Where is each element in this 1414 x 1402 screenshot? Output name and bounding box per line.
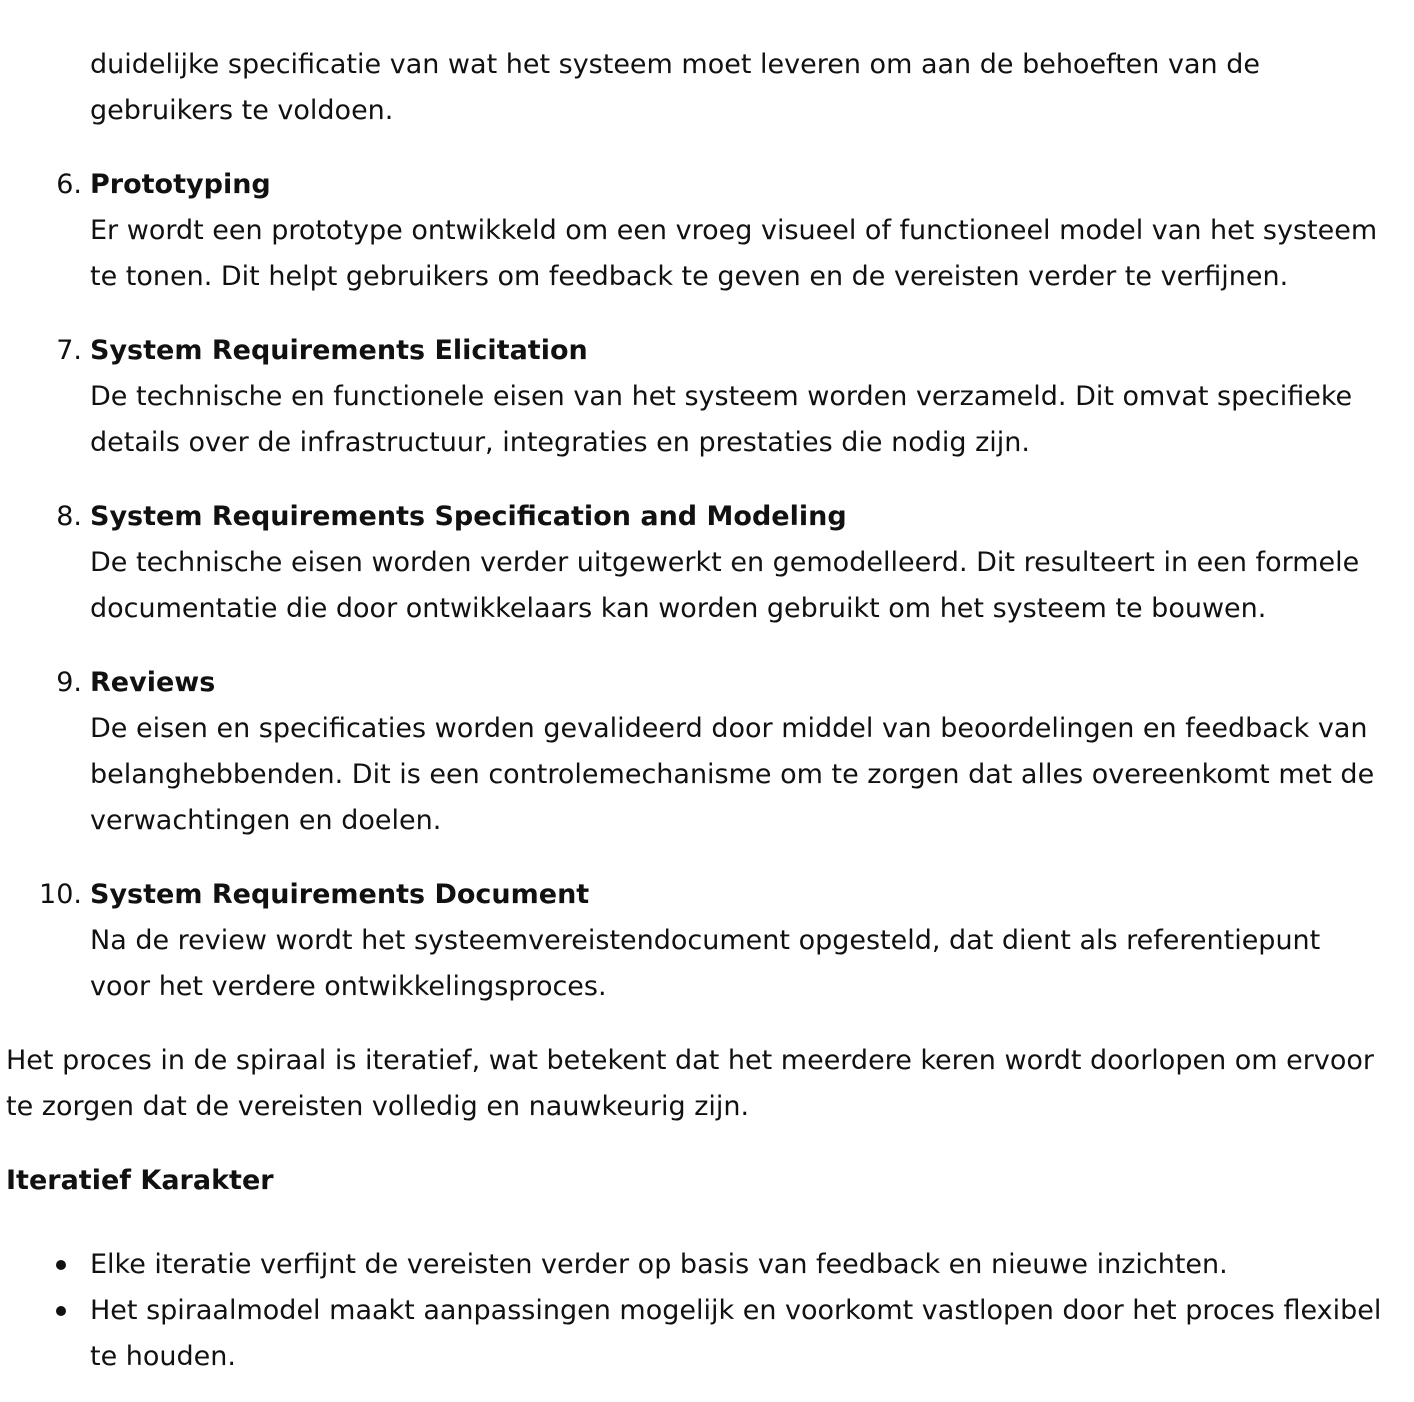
step-title: System Requirements Elicitation — [90, 335, 588, 366]
step-number: 7. — [56, 335, 82, 366]
list-item-step-6 — [6, 162, 1386, 300]
bullet-text: Het spiraalmodel maakt aanpassingen mogelijk en voorkomt vastlopen door het proces flexibel te houden. — [90, 1295, 1382, 1372]
list-item — [6, 1242, 1386, 1288]
list-item — [6, 1288, 1386, 1380]
step-5-description-continuation: duidelijke specificatie van wat het systeem moet leveren om aan de behoeften van de gebruikers te voldoen. — [90, 49, 1260, 126]
list-item-step-9 — [6, 660, 1386, 844]
section-heading: Iteratief Karakter — [6, 1165, 274, 1196]
bullet-icon — [56, 1260, 66, 1270]
step-number: 10. — [39, 879, 82, 910]
steps-list — [6, 42, 1386, 1010]
step-description: Na de review wordt het systeemvereistendocument opgesteld, dat dient als referentiepunt voor het verdere ontwikkelingsproces. — [90, 925, 1321, 1002]
step-title: System Requirements Document — [90, 879, 590, 910]
list-item-step-10 — [6, 872, 1386, 1010]
bullet-icon — [56, 1306, 66, 1316]
step-title: Reviews — [90, 667, 216, 698]
document-body — [6, 42, 1386, 1380]
step-description: De technische eisen worden verder uitgewerkt en gemodelleerd. Dit resulteert in een formele documentatie die door ontwikkelaars kan worden gebruikt om het systeem te bouwen. — [90, 547, 1360, 624]
bullet-text: Elke iteratie verfijnt de vereisten verder op basis van feedback en nieuwe inzichten. — [90, 1249, 1228, 1280]
step-title: System Requirements Specification and Modeling — [90, 501, 847, 532]
step-description: Er wordt een prototype ontwikkeld om een vroeg visueel of functioneel model van het systeem te tonen. Dit helpt gebruikers om feedback te geven en de vereisten verder te verfijnen. — [90, 215, 1378, 292]
step-number: 8. — [56, 501, 82, 532]
step-description: De technische en functionele eisen van het systeem worden verzameld. Dit omvat specifieke details over de infrastructuur, integraties en prestaties die nodig zijn. — [90, 381, 1353, 458]
step-description: De eisen en specificaties worden gevalideerd door middel van beoordelingen en feedback van belanghebbenden. Dit is een controlemechanisme om te zorgen dat alles overeenkomt met de verwachtingen en doelen. — [90, 713, 1375, 836]
bullet-list — [6, 1242, 1386, 1380]
list-item-step-7 — [6, 328, 1386, 466]
summary-paragraph: Het proces in de spiraal is iteratief, wat betekent dat het meerdere keren wordt doorlopen om ervoor te zorgen dat de vereisten volledig en nauwkeurig zijn. — [6, 1045, 1374, 1122]
list-item-step-8 — [6, 494, 1386, 632]
step-number: 9. — [56, 667, 82, 698]
step-number: 6. — [56, 169, 82, 200]
step-5-continuation — [6, 42, 1386, 134]
step-title: Prototyping — [90, 169, 271, 200]
